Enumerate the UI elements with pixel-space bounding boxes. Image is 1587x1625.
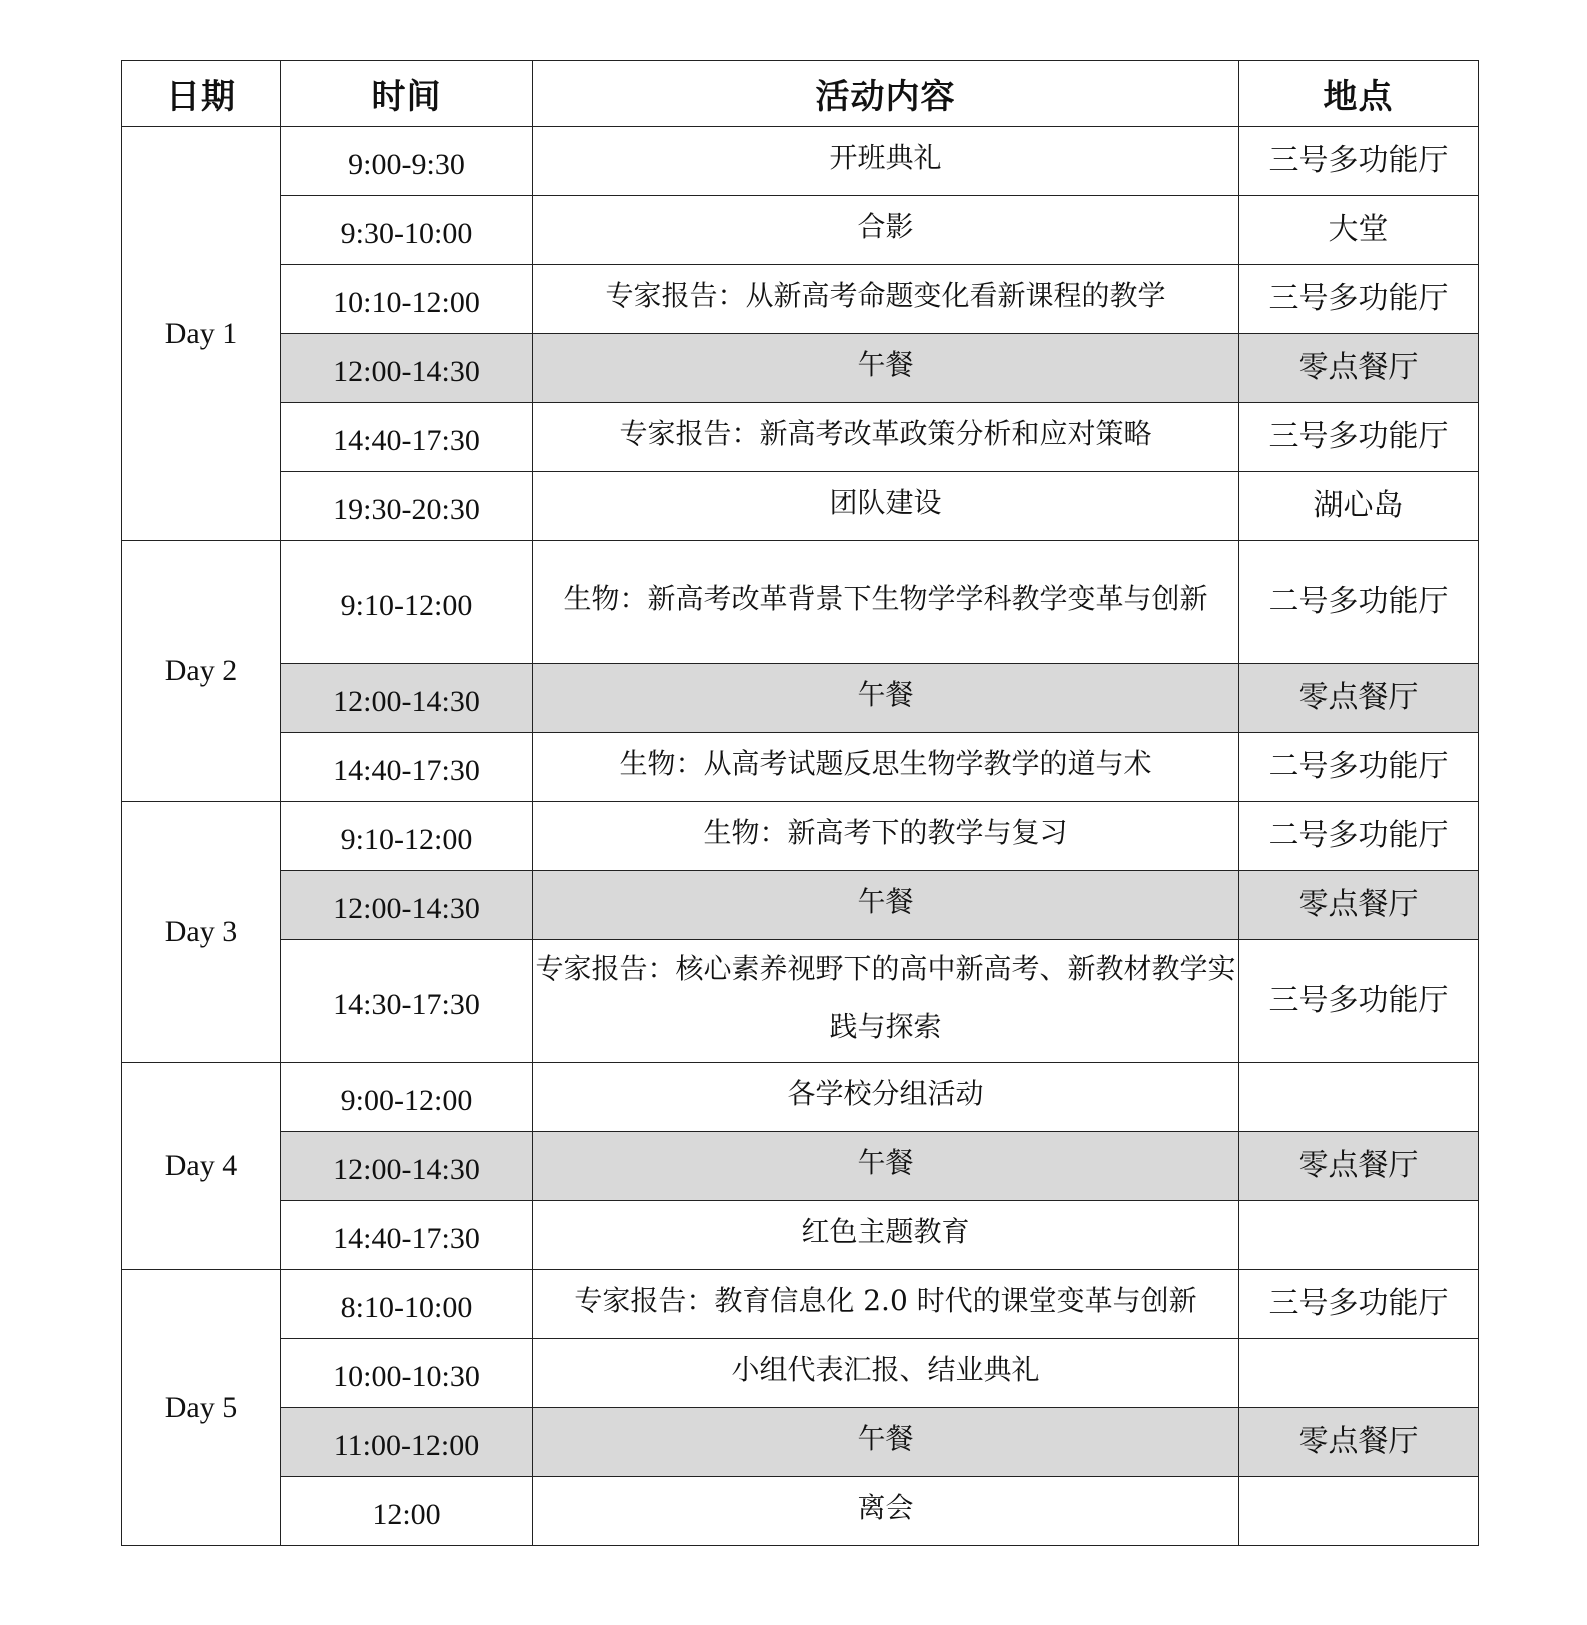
location-cell: 三号多功能厅 — [1239, 403, 1479, 472]
location-cell — [1239, 1063, 1479, 1132]
table-row — [122, 334, 1479, 403]
table-row — [122, 472, 1479, 541]
activity-text: 午餐 — [857, 678, 914, 711]
location-cell: 零点餐厅 — [1239, 334, 1479, 403]
activity-cell — [533, 334, 1239, 403]
activity-text: 团队建设 — [829, 486, 942, 519]
activity-cell — [533, 802, 1239, 871]
activity-cell — [533, 472, 1239, 541]
location-cell: 大堂 — [1239, 196, 1479, 265]
activity-cell — [533, 403, 1239, 472]
activity-text: 开班典礼 — [829, 141, 942, 174]
day-label: Day 4 — [122, 1063, 281, 1270]
activity-text: 红色主题教育 — [801, 1215, 970, 1248]
activity-cell — [533, 1201, 1239, 1270]
table-header-row — [122, 61, 1479, 127]
time-cell: 14:40-17:30 — [281, 733, 533, 802]
table-row — [122, 1408, 1479, 1477]
activity-text: 各学校分组活动 — [787, 1077, 984, 1110]
time-cell: 11:00-12:00 — [281, 1408, 533, 1477]
day-label: Day 2 — [122, 541, 281, 802]
location-cell: 二号多功能厅 — [1239, 733, 1479, 802]
time-cell: 12:00-14:30 — [281, 334, 533, 403]
activity-text: 午餐 — [857, 1422, 914, 1455]
day-label: Day 5 — [122, 1270, 281, 1546]
location-cell — [1239, 1201, 1479, 1270]
time-cell: 12:00-14:30 — [281, 871, 533, 940]
activity-cell — [533, 1339, 1239, 1408]
activity-cell — [533, 1270, 1239, 1339]
table-row — [122, 127, 1479, 196]
activity-text: 专家报告：从新高考命题变化看新课程的教学 — [605, 279, 1166, 312]
activity-cell — [533, 940, 1239, 1063]
location-cell: 三号多功能厅 — [1239, 940, 1479, 1063]
column-header-date: 日期 — [122, 61, 281, 127]
location-cell: 二号多功能厅 — [1239, 541, 1479, 664]
activity-text: 午餐 — [857, 348, 914, 381]
activity-cell — [533, 1408, 1239, 1477]
location-cell: 三号多功能厅 — [1239, 127, 1479, 196]
activity-cell — [533, 127, 1239, 196]
table-row — [122, 733, 1479, 802]
time-cell: 9:00-12:00 — [281, 1063, 533, 1132]
time-cell: 12:00-14:30 — [281, 1132, 533, 1201]
activity-cell — [533, 541, 1239, 664]
activity-text: 午餐 — [857, 885, 914, 918]
time-cell: 12:00 — [281, 1477, 533, 1546]
activity-text: 专家报告：教育信息化 2.0 时代的课堂变革与创新 — [574, 1284, 1197, 1317]
location-cell: 零点餐厅 — [1239, 1132, 1479, 1201]
time-cell: 14:30-17:30 — [281, 940, 533, 1063]
table-row — [122, 403, 1479, 472]
column-header-location: 地点 — [1239, 61, 1479, 127]
activity-text: 生物：新高考下的教学与复习 — [703, 816, 1068, 849]
activity-text: 合影 — [857, 210, 914, 243]
table-row — [122, 1063, 1479, 1132]
time-cell: 8:10-10:00 — [281, 1270, 533, 1339]
activity-cell — [533, 871, 1239, 940]
activity-cell — [533, 1477, 1239, 1546]
activity-text: 生物：新高考改革背景下生物学学科教学变革与创新 — [563, 582, 1208, 615]
location-cell: 湖心岛 — [1239, 472, 1479, 541]
activity-cell — [533, 1132, 1239, 1201]
table-row — [122, 664, 1479, 733]
table-row — [122, 541, 1479, 664]
table-row — [122, 1132, 1479, 1201]
schedule-body — [122, 127, 1479, 1546]
day-label: Day 1 — [122, 127, 281, 541]
table-row — [122, 1270, 1479, 1339]
location-cell: 零点餐厅 — [1239, 664, 1479, 733]
day-label: Day 3 — [122, 802, 281, 1063]
location-cell — [1239, 1477, 1479, 1546]
table-row — [122, 265, 1479, 334]
time-cell: 14:40-17:30 — [281, 403, 533, 472]
activity-text: 专家报告：新高考改革政策分析和应对策略 — [619, 417, 1152, 450]
location-cell: 三号多功能厅 — [1239, 265, 1479, 334]
column-header-activity: 活动内容 — [533, 61, 1239, 127]
activity-text: 专家报告：核心素养视野下的高中新高考、新教材教学实践与探索 — [535, 952, 1236, 1043]
table-row — [122, 1339, 1479, 1408]
location-cell: 零点餐厅 — [1239, 871, 1479, 940]
activity-text: 生物：从高考试题反思生物学教学的道与术 — [619, 747, 1152, 780]
time-cell: 10:10-12:00 — [281, 265, 533, 334]
activity-cell — [533, 1063, 1239, 1132]
time-cell: 19:30-20:30 — [281, 472, 533, 541]
table-row — [122, 802, 1479, 871]
activity-text: 午餐 — [857, 1146, 914, 1179]
activity-cell — [533, 664, 1239, 733]
activity-text: 小组代表汇报、结业典礼 — [731, 1353, 1040, 1386]
location-cell: 零点餐厅 — [1239, 1408, 1479, 1477]
time-cell: 9:30-10:00 — [281, 196, 533, 265]
table-row — [122, 871, 1479, 940]
location-cell — [1239, 1339, 1479, 1408]
activity-cell — [533, 733, 1239, 802]
activity-cell — [533, 196, 1239, 265]
table-row — [122, 940, 1479, 1063]
location-cell: 二号多功能厅 — [1239, 802, 1479, 871]
time-cell: 10:00-10:30 — [281, 1339, 533, 1408]
location-cell: 三号多功能厅 — [1239, 1270, 1479, 1339]
table-row — [122, 1201, 1479, 1270]
table-row — [122, 1477, 1479, 1546]
activity-text: 离会 — [857, 1491, 914, 1524]
time-cell: 9:00-9:30 — [281, 127, 533, 196]
time-cell: 14:40-17:30 — [281, 1201, 533, 1270]
time-cell: 9:10-12:00 — [281, 802, 533, 871]
table-row — [122, 196, 1479, 265]
time-cell: 12:00-14:30 — [281, 664, 533, 733]
schedule-table — [121, 60, 1479, 1546]
time-cell: 9:10-12:00 — [281, 541, 533, 664]
column-header-time: 时间 — [281, 61, 533, 127]
activity-cell — [533, 265, 1239, 334]
